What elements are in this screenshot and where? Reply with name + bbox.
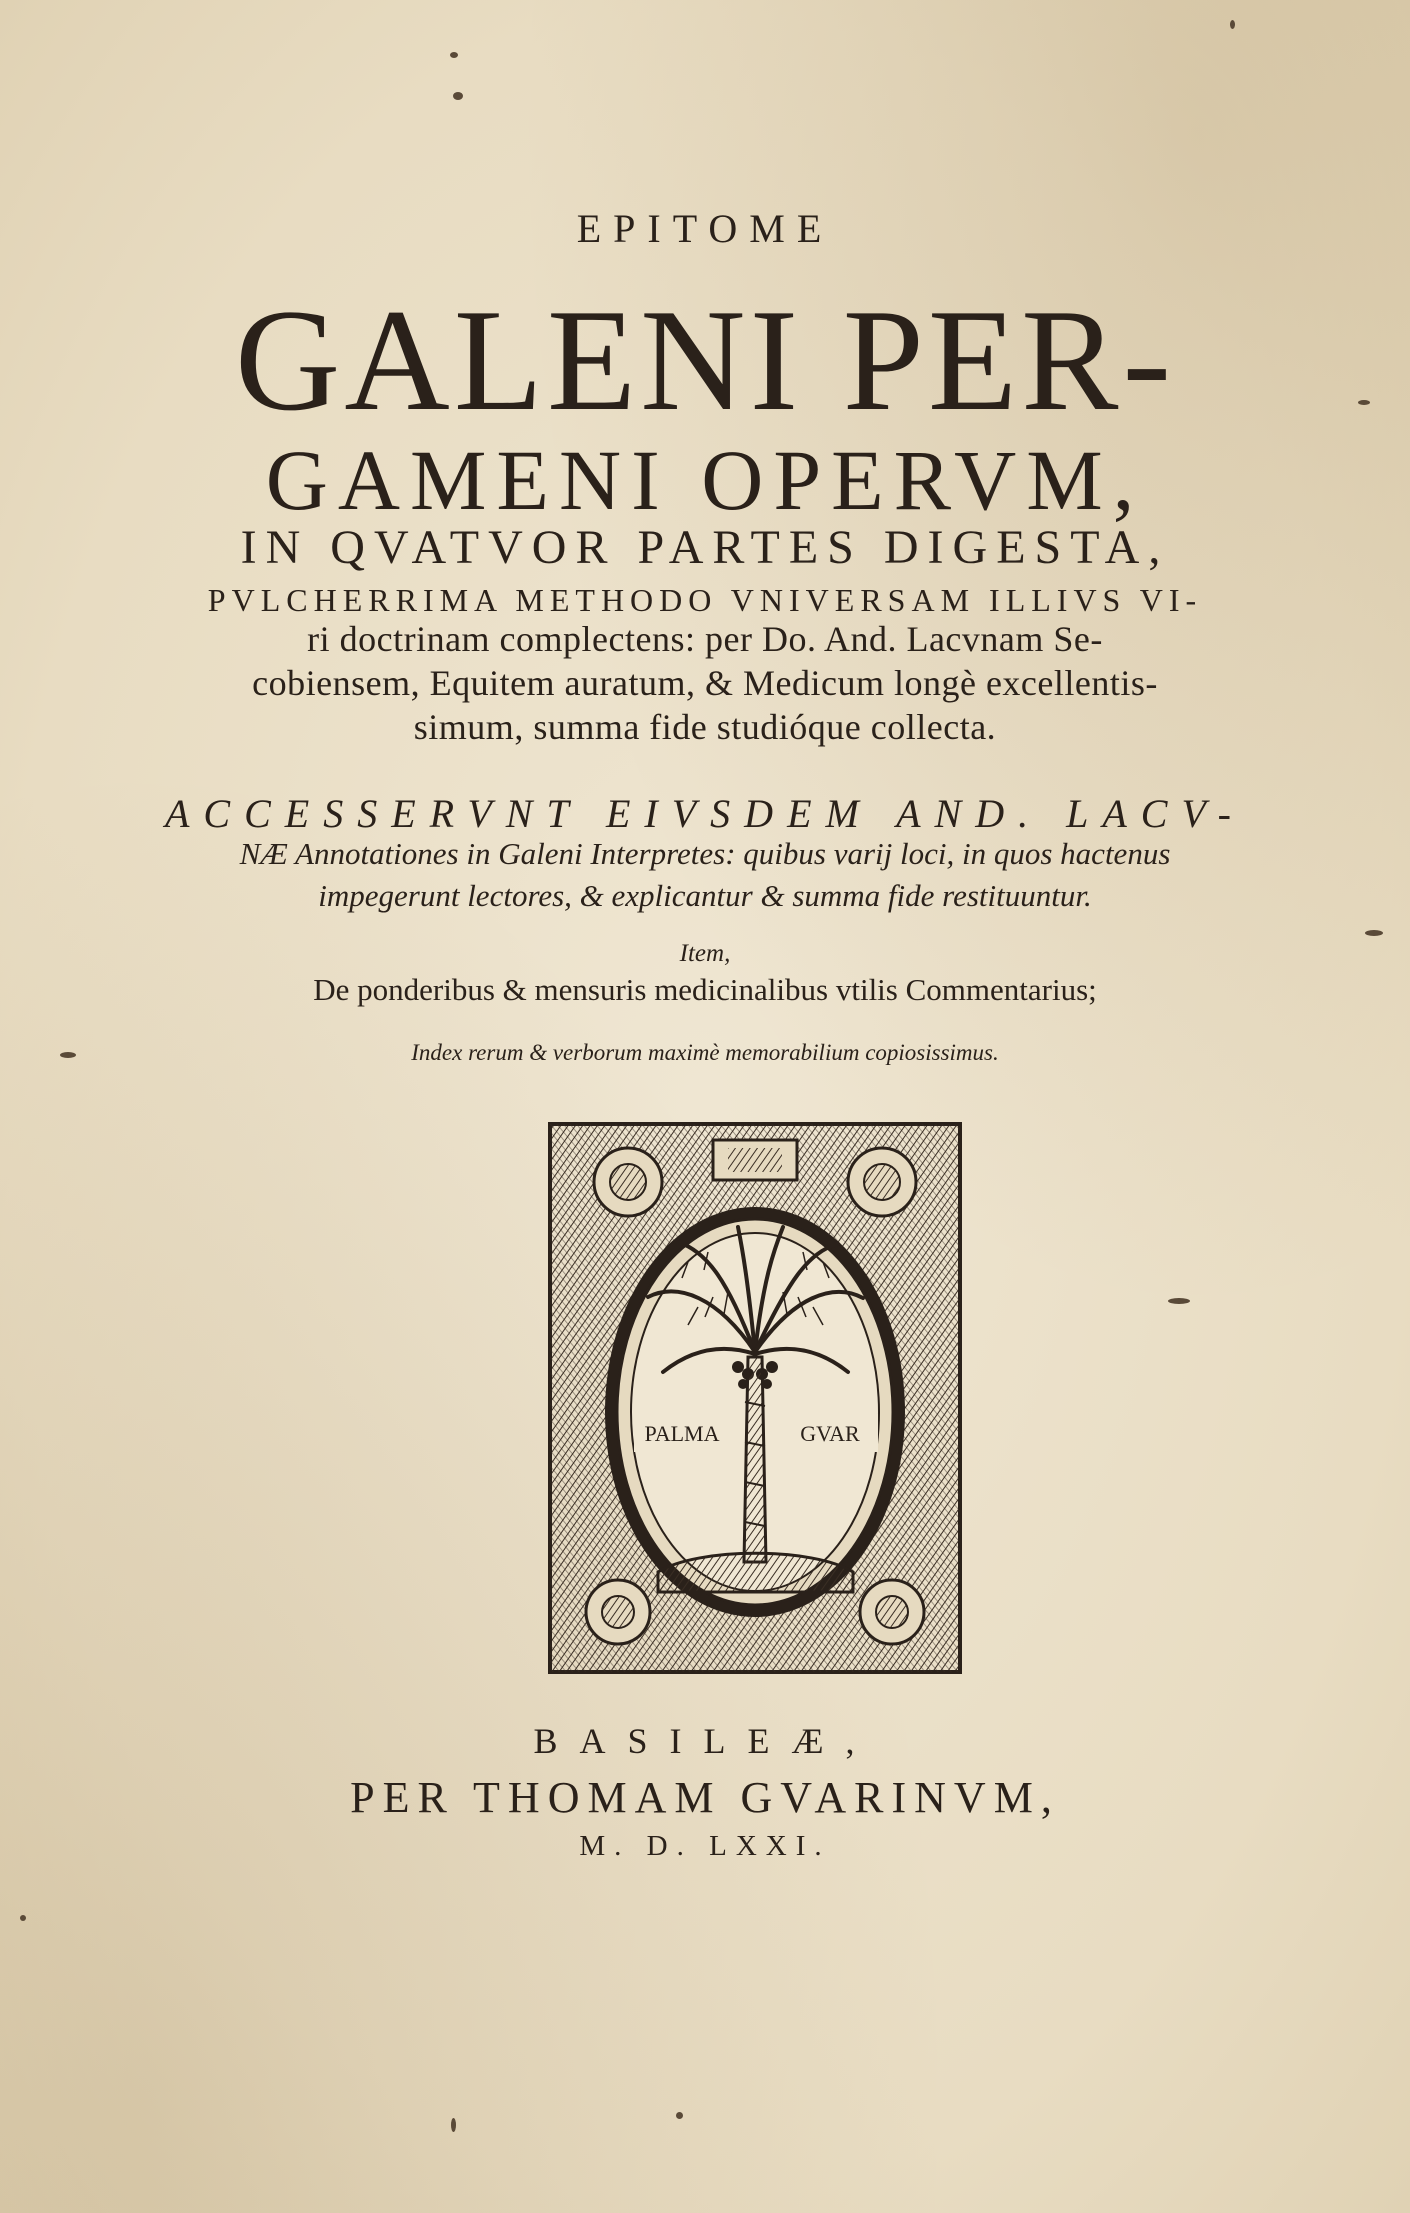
paper-speck bbox=[1365, 930, 1383, 936]
accesserunt-heading: ACCESSERVNT EIVSDEM AND. LACV- bbox=[164, 791, 1246, 836]
annotations-line-2: impegerunt lectores, & explicantur & summa fide restituuntur. bbox=[318, 878, 1092, 913]
imprint-city: BASILEÆ, bbox=[533, 1721, 877, 1761]
commentary-line: De ponderibus & mensuris medicinalibus vtilis Commentarius; bbox=[313, 972, 1097, 1007]
subtitle-pulcherrima: PVLCHERRIMA METHODO VNIVERSAM ILLIVS VI- bbox=[207, 582, 1203, 618]
paper-speck bbox=[450, 52, 458, 58]
printer-mark-label-right: GVAR bbox=[800, 1421, 860, 1446]
paper-speck bbox=[453, 92, 463, 100]
title-gameni: GAMENI OPERVM, bbox=[265, 432, 1145, 528]
paper-speck bbox=[1358, 400, 1370, 405]
imprint-date: M. D. LXXI. bbox=[579, 1830, 831, 1862]
paper-speck bbox=[451, 2118, 456, 2132]
title-galeni: GALENI PER- bbox=[234, 279, 1176, 441]
paper-speck bbox=[1230, 20, 1235, 29]
description-line-3: simum, summa fide studióque collecta. bbox=[413, 707, 997, 747]
title-epitome: EPITOME bbox=[576, 206, 834, 251]
paper-speck bbox=[20, 1915, 26, 1921]
description-line-2: cobiensem, Equitem auratum, & Medicum longè excellentis- bbox=[252, 663, 1158, 703]
paper-speck bbox=[60, 1052, 76, 1058]
imprint-printer: PER THOMAM GVARINVM, bbox=[350, 1773, 1060, 1822]
description-line-1: ri doctrinam complectens: per Do. And. Lacvnam Se- bbox=[307, 619, 1103, 659]
printer-device-palm-icon bbox=[548, 1122, 962, 1674]
index-line: Index rerum & verborum maximè memorabilium copiosissimus. bbox=[411, 1040, 999, 1065]
subtitle-quatuor: IN QVATVOR PARTES DIGESTA, bbox=[240, 521, 1170, 574]
paper-speck bbox=[676, 2112, 683, 2119]
paper-speck bbox=[1168, 1298, 1190, 1304]
annotations-line-1: NÆ Annotationes in Galeni Interpretes: quibus varij loci, in quos hactenus bbox=[239, 836, 1171, 871]
printer-mark-label-left: PALMA bbox=[644, 1421, 720, 1446]
item-label: Item, bbox=[679, 940, 731, 967]
